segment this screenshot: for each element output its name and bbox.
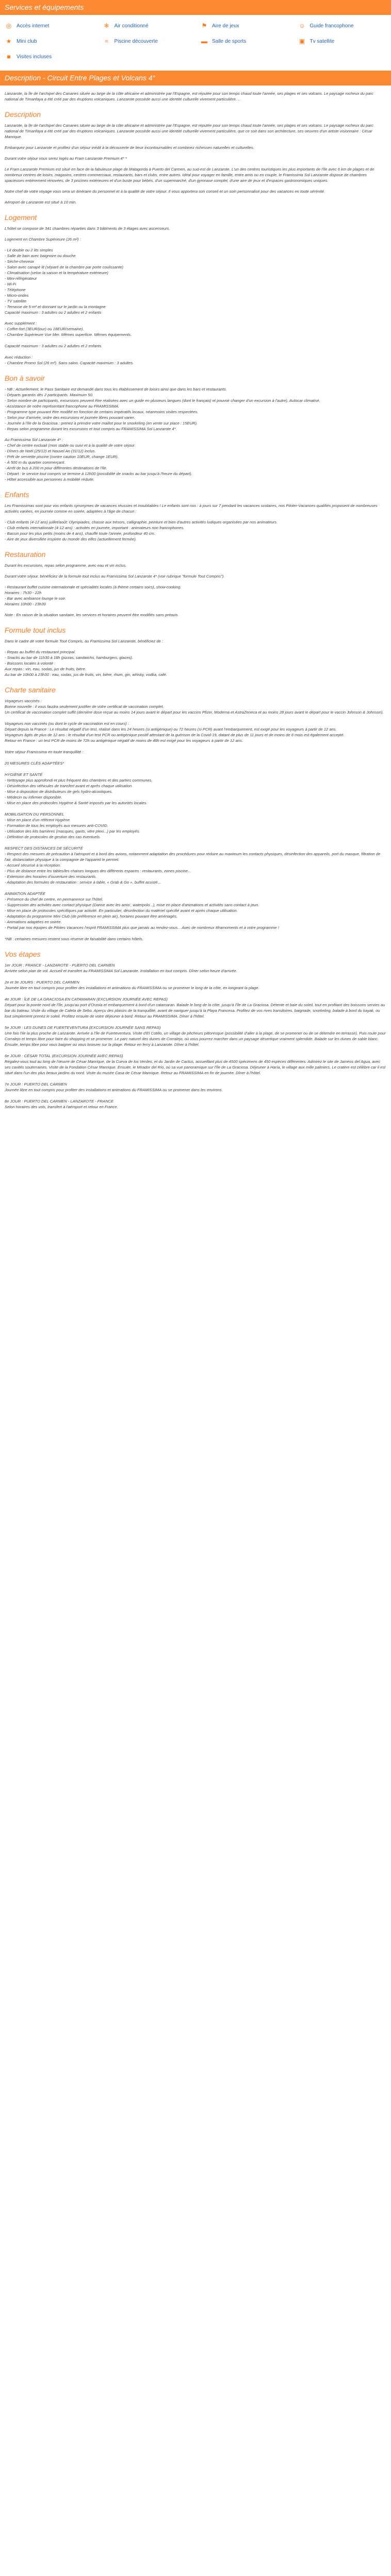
wifi-icon: ◎: [6, 22, 12, 29]
text-line: - Arrêt de bus à 200 m pour différentes destinations de l'île.: [5, 466, 107, 470]
text-line: - Respect des mesures de précaution à l'aéroport et à bord des avions, notamment adaptation des procédures pour réduire au maximum les contacts physiques, désinfection des appareils, port du masque, filtration de l'air, distanciation physique à la compagnie de l'appareil le permet.: [5, 852, 381, 862]
text-line: - Bar avec ambiance lounge le soir.: [5, 596, 66, 601]
text-line: - À 500 m du quartier commerçant.: [5, 460, 66, 465]
sections-container: [5, 110, 386, 1110]
text-line: [5, 1093, 386, 1098]
text-line: - Programme type pouvant être modifié en fonction de certains impératifs locaux, néanmoins visites respectées.: [5, 410, 199, 414]
text-line: - Assistance de notre représentant francophone au FRAMISSIMA.: [5, 404, 120, 409]
section-heading: Logement: [5, 213, 37, 222]
section-lines: [5, 649, 386, 677]
section-heading: Vos étapes: [5, 950, 41, 958]
text-line: Avec réduction :: [5, 355, 33, 360]
text-line: [5, 1076, 386, 1081]
text-line: - Adaptation des formules de restauration : service à table, « Grab & Go », buffet assisté...: [5, 880, 161, 885]
text-line: Départ depuis la France : Le résultat négatif d'un test, réalisé dans les 24 heures (si antigénique) ou 72 heures (si PCR) avant l'embarquement, est exigé pour les voyageurs à partir de 12 ans.: [5, 727, 337, 732]
services-title: Services et équipements: [5, 3, 84, 11]
text-line: MOBILISATION DU PERSONNEL: [5, 812, 64, 817]
section-heading: Formule tout inclus: [5, 626, 66, 634]
text-line: 8e JOUR : PUERTO DEL CARMEN - LANZAROTE - FRANCE: [5, 1099, 113, 1104]
text-line: Voyageurs âgés de plus de 12 ans : le résultat d'un test PCR ou antigénique positif attestant de la guérison de la Covid-19, datant de plus de 11 jours et de moins de 6 mois est également accepté.: [5, 733, 345, 737]
text-line: - Club enfants (4-12 ans) juillet/août: Olympiades, chasse aux trésors, calligraphie, peinture et bien d'autres activités ludiques organisées par nos animateurs.: [5, 520, 278, 524]
text-line: 1er JOUR : FRANCE - LANZAROTE - PUERTO DEL CARMEN: [5, 963, 115, 968]
text-line: - Mise en place des protocoles Hygiène & Santé imposés par les autorités locales.: [5, 801, 148, 805]
text-line: [5, 337, 386, 343]
description-title: Description - Circuit Entre Plages et Volcans 4°: [5, 74, 156, 82]
text-line: ANIMATION ADAPTÉE: [5, 891, 45, 896]
section-paragraph: Durant votre séjour, bénéficiez de la formule tout inclus au Framissima Sol Lanzarote 4* (voir rubrique "formule Tout Compris").: [5, 574, 225, 579]
text-line: - Présence du chef de centre, en permanence sur l'hôtel.: [5, 897, 103, 902]
section-paragraph: Notre chef de votre voyage vous sera un itinéraire du personnel et à la qualité de votre séjour. Il vous apportera son conseil et un soin personnalisé pour des vacances en toute sérénité.: [5, 189, 325, 194]
section-lines: [5, 584, 386, 607]
amenity-label: Guide francophone: [309, 23, 354, 29]
text-line: - Salon avec canapé lit (séparé de la chambre par porte coulissante): [5, 265, 124, 269]
text-line: - Départs garantis dès 2 participants. Maximum 50.: [5, 393, 93, 397]
text-line: Capacité maximum : 3 adultes ou 2 adultes et 2 enfants: [5, 310, 102, 315]
pool-icon: ≈: [105, 38, 108, 45]
amenities-grid: [0, 15, 391, 63]
text-line: - TV satellite: [5, 299, 27, 303]
text-line: - Formation de tous les employés aux mesures anti-COVID.: [5, 823, 108, 828]
text-line: - Aire de jeux diversifiée inspirée du monde des elfes (actuellement fermée).: [5, 537, 137, 541]
section-lines: [5, 386, 386, 432]
section-after: [5, 612, 386, 618]
text-line: - Mise en place de protocoles spécifiques par activité. En particulier, désinfection du matériel spécifié avant et après chaque utilisation.: [5, 908, 238, 913]
text-line: [5, 755, 386, 760]
text-line: - Définition de protocoles de gestion des cas éventuels.: [5, 835, 101, 839]
amenity-item: [98, 35, 196, 48]
section-heading: Charte sanitaire: [5, 686, 56, 694]
text-line: - Suppression des activités avec contact physique (Danse avec les amis', waterpolo...), mise en place d'animations et activités sans contact à jeun.: [5, 903, 259, 907]
text-line: [5, 930, 386, 936]
text-line: - NB : Actuellement, le Pass Sanitaire est demandé dans tous les établissement de loisirs ainsi que dans les bars et restaurants.: [5, 387, 227, 392]
text-line: Départ pour la pointe nord de l'île, jusqu'au port d'Orzola et embarquement à bord d'un catamaran. Balade le long de la côte, jusqu'à l'île de La Graciosa. Détente et baie du soleil, tout en profitant des boissons servies au bar du bateau. Visite du village de Caleta de Sebo. Aperçu des plaisirs de la tranquillité, avant de naviguer jusqu'à la Playa Francesa. Profitez de vos rives transitoires, baignade, snorkeling, balade à bord du kayak, ou tout simplement prenez le soleil. Profitez ensuite de votre déjeuner à bord. Retour au FRAMISSIMA. Dîner à l'hôtel.: [5, 1003, 385, 1019]
amenity-item: [98, 19, 196, 32]
amenity-label: Air conditionné: [114, 23, 149, 29]
services-header: [0, 0, 391, 15]
amenity-label: Tv satellite: [309, 38, 335, 44]
text-line: - Journée à l'île de la Graciosa : prenez à prendre votre maillot pour le snorkeling (en vente sur place : 15EUR).: [5, 421, 198, 426]
intro-paragraph: Lanzarote, la île de l'archipel des Canaries située au large de la côte africaine et administrée par l'Espagne, est réputée pour son temps chaud toute l'année, ses plages et ses volcans. Le paysage rocheux du parc national de Timanfaya a été créé par des éruptions volcaniques. Lanzarote possède aussi une identité culturelle vivement particulière. ...: [5, 91, 373, 101]
section-paragraph: Durant votre séjour vous serez logés au Fram Lanzarote Premium 4* *: [5, 156, 127, 161]
text-line: Voyageurs non vaccinés (ou dont le cycle de vaccination est en cours) :: [5, 721, 129, 726]
section-paragraph: Lanzarote, la île de l'archipel des Canaries située au large de la côte africaine et administrée par l'Espagne, est réputée pour son temps chaud toute l'année, ses plages et ses volcans. Le paysage rocheux du parc national de Timanfaya a été créé par des éruptions volcaniques. Lanzarote possède aussi une identité culturelle vivement particulière, que ce soit dans son architecture, ses oeuvres d'un artiste visionnaire : César Manrique.: [5, 123, 373, 139]
section-paragraph: Logement en Chambre Supérieure (26 m²) :: [5, 237, 81, 242]
guide-icon: ☺: [299, 22, 305, 29]
amenity-label: Piscine découverte: [114, 38, 158, 44]
text-line: 6e JOUR : CÉSAR TOTAL (EXCURSION JOURNÉE AVEC REPAS): [5, 1054, 123, 1058]
amenity-item: [0, 19, 98, 32]
text-line: - Départ : le service tout compris se termine à 12h00 (possibilité de snacks au bar jusqu'à l'heure du départ).: [5, 471, 192, 476]
text-line: - Wi-Fi: [5, 282, 17, 286]
text-line: - Restaurant buffet cuisine internationale et spécialités locales (à thème certains soirs), show-cooking.: [5, 585, 182, 589]
text-line: HYGIÈNE ET SANTÉ: [5, 772, 43, 777]
tv-icon: ▣: [299, 38, 305, 45]
text-line: 5e JOUR : LES DUNES DE FUERTEVENTURA (EXCURSION JOURNÉE SANS REPAS): [5, 1025, 161, 1030]
text-line: - Coffre-fort (3EUR/jour) ou 18EUR/semaine).: [5, 327, 84, 331]
description-content: [0, 86, 391, 1110]
text-line: [5, 766, 386, 772]
section-heading: Description: [5, 110, 41, 118]
text-line: - Médecin ou infirmier disponible.: [5, 795, 62, 800]
section-lines: [5, 698, 386, 942]
text-line: [5, 1047, 386, 1053]
text-line: [5, 974, 386, 979]
text-line: - Désinfection des véhicules de transfert avant et après chaque utilisation.: [5, 784, 133, 788]
dumbbell-icon: ▬: [201, 38, 207, 45]
text-line: - Mini-réfrigérateur: [5, 276, 37, 281]
text-line: Une fois l'ile la plus proche de Lanzarote. Arrivée à l'île de Fuerteventura. Visite d'El Cotillo, un village de pêcheurs pittoresque (possibilité d'aller à la plage, de se promener ou de se détendre en terrasse). Puis route pour Corralejo et temps libre pour faire du shopping et se promener. Le parc naturel des dunes de Corralejo, où vous pourrez marcher dans un paysage désertique vraiment splendide. Balade sur les dunes de sable blanc. Ensuite, temps libre pour vous baigner ou vous bronzer sur la plage. Retour en ferry à Lanzarote. Dîner à l'hôtel.: [5, 1031, 386, 1047]
text-line: Aux repas : vin, eau, sodas, jus de fruits, bière.: [5, 667, 86, 671]
text-line: 2e et 3e JOURS : PUERTO DEL CARMEN: [5, 980, 79, 985]
text-line: - Portail par nos équipes de Pilotes Vacances l'esprit FRAMISSIMA plus que jamais au rendez-vous... Avec de nombreux #framoments et à votre programme !: [5, 925, 279, 930]
text-line: - Chambre Supérieure Vue Mer. Mêmes superficie. Mêmes équipements.: [5, 332, 132, 337]
text-line: Journée libre en tout compris pour profiter des installations et animations du FRAMISSIMA ou se promener dans les environs.: [5, 1088, 223, 1092]
section-paragraph: Les Framissimas sont pour vos enfants synonymes de vacances réussies et inoubliables ! Le enfants sont rois : à jours sur 7 pendant les vacances scolaires, nos Piloter-Vacances qualifiés proposent de nombreuses activités variées, en journée comme en soirée, adaptées à l'âge de chacun :: [5, 503, 378, 514]
text-line: [5, 885, 386, 891]
section-lines: [5, 962, 386, 1110]
text-line: [5, 349, 386, 354]
text-line: - Snacks au bar de 11h30 à 18h (pizzas, sandwichs, hamburgers, glaces).: [5, 655, 133, 660]
amenity-item: [196, 19, 294, 32]
amenity-label: Salle de sports: [212, 38, 247, 44]
amenity-label: Aire de jeux: [212, 23, 239, 29]
text-line: 4e JOUR : ÎLE DE LA GRACIOSA EN CATAMARAN (EXCURSION JOURNÉE AVEC REPAS): [5, 997, 168, 1002]
text-line: - Club enfants internationale (4-12 ans) : activités en journée, important : animateurs non francophones.: [5, 526, 185, 530]
text-line: - Terrasse de 5 m² et donnant sur le jardin ou la montagne: [5, 304, 106, 309]
section-paragraph: Durant les excursions, repas selon programme, avec eau et vin inclus.: [5, 563, 127, 568]
text-line: - Prêt de serviette piscine (contre caution 10EUR, change 1EUR).: [5, 454, 119, 459]
amenity-label: Accès internet: [17, 23, 50, 29]
text-line: Retour en France : un test PCR de moins de 72h ou antigénique négatif de moins de 48h est exigé pour les voyageurs à partir de 12 ans.: [5, 738, 243, 743]
text-line: Arrivée selon plan de vol. Accueil et transfert au FRAMISSIMA Sol Lanzarote. Installation en tout compris. Dîner selon heure d'arrivée.: [5, 969, 237, 973]
amenity-item: [196, 35, 294, 48]
text-line: - Selon nombre de participants, excursions peuvent être réalisées avec un guide en plusieurs langues (dont le français) et pouvoir changer d'un excursion à l'autre). Autocar climatisé.: [5, 398, 320, 403]
text-line: Capacité maximum : 3 adultes ou 2 adultes et 2 enfants: [5, 344, 102, 348]
section-paragraph: Le Fram Lanzarote Premium est situé en face de la fabuleuse plage de Matagorda à Puerto del Carmen, au sud-est de Lanzarote. L'un des centres touristiques les plus importants de l'île avec 6 km de plages et de nombreux centres de loisirs, magasins, centres commerciaux, restaurants, bars et clubs, entre autres. Idéal pour voyager en famille, entre amis ou en couple, le Framissima Sol Lanzarote dispose de chambres spacieuses entièrement rénovées, de 3 piscines extérieures et d'un buste pour bébés, d'un supermarché, d'un gymnase complet, d'une aire de jeux et d'espaces gastronomiques uniques.: [5, 167, 374, 183]
text-line: - Mise à disposition de distributeurs de gels hydro-alcooliques.: [5, 789, 113, 794]
text-line: - Chambre Promo Sol (26 m²). Sans salon. Capacité maximum : 3 adultes.: [5, 361, 134, 365]
text-line: Votre séjour Framissima en toute tranquillité :: [5, 750, 84, 754]
section-heading: Bon à savoir: [5, 374, 45, 382]
text-line: - Extension des horaires d'ouverture des restaurants.: [5, 874, 97, 879]
text-line: - Bassin pour les plus petits (moins de 4 ans), chauffé toute l'année, profondeur 40 cm.: [5, 531, 155, 536]
text-line: - Nettoyage plus approfondi et plus fréquent des chambres et des parties communes.: [5, 778, 153, 783]
text-line: *NB : certaines mesures restent sous réserve de faisabilité dans certains hôtels.: [5, 937, 143, 941]
text-line: - Mise en place d'un référent Hygiène.: [5, 818, 71, 822]
text-line: - Selon jour d'arrivée, ordre des excursions et journée libres pouvant varier.: [5, 415, 135, 420]
text-line: Régalez-vous tout au long de l'œuvre de César Manrique, de la Cueva de los Verdes, et du Jardin de Cactus, accueillant plus de 4500 spécimens de 450 espèces différentes. Admirez le site de Jameos del Agua, avec ses cavités souterraines. Visite de la Fondation César Manrique. Ensuite, le Mirador del Río, où sa vue panoramique sur l'île de La Graciosa. Déjeuner à Haría, le village aux mille palmiers. Le cratère est célèbre car il est situé dans l'un des plus beaux jardins du nord. Visite du musée Casa de César Manrique. Retour au FRAMISSIMA en fin de journée. Dîner à l'hôtel.: [5, 1059, 386, 1075]
text-line: Horaires : 7h30 - 22h: [5, 590, 42, 595]
text-line: Un certificat de vaccination complet suffit (dernière dose reçue au moins 14 jours avant le départ pour les vaccins Pfizer, Moderna et AstraZeneca et au moins 28 jours avant le départ pour le vaccin Johnson & Johnson).: [5, 710, 384, 715]
amenity-item: [0, 35, 98, 48]
kids-icon: ★: [6, 38, 12, 45]
text-line: - Téléphone: [5, 287, 26, 292]
section-paragraph: L'hôtel se compose de 341 chambres réparties dans 3 bâtiments de 3 étages avec ascenseurs.: [5, 226, 170, 231]
text-line: - Adaptation du programme Mini Club (de préférence en plein air), horaires pouvant être aménagés.: [5, 914, 177, 919]
text-line: Bonne nouvelle : il vous faudra seulement justifier de votre certificat de vaccination complet.: [5, 704, 164, 709]
text-line: Voyageurs vaccinés :: [5, 699, 42, 703]
text-line: - Boissons locales à volonté :: [5, 661, 56, 666]
text-line: Selon horaires des vols, transfert à l'aéroport et retour en France.: [5, 1105, 118, 1109]
text-line: Note : En raison de la situation sanitaire, les services et horaires peuvent être modifiés sans préavis.: [5, 613, 179, 617]
section-after: [5, 437, 386, 482]
text-line: Horaires 10h00 - 23h30: [5, 602, 46, 606]
text-line: [5, 743, 386, 749]
amenity-item: [0, 50, 98, 63]
text-line: - Hôtel accessible aux personnes à mobilité réduite.: [5, 477, 94, 482]
text-line: 20 MESURES CLÉS ADAPTÉES*: [5, 761, 64, 766]
text-line: - Chef de centre excluait (mon stable ou suivi et à la qualité de votre séjour.: [5, 443, 136, 448]
section-paragraph: Aéroport de Lanzarote est situé à 10 min.: [5, 200, 77, 205]
text-line: - Dîners de Noël (25/12) et Nouvel An (31/12) inclus.: [5, 449, 96, 453]
section-paragraph: Embarquez pour Lanzarote et profitez d'un séjour inédit à la découverte de lieux incontournables et combinez richesses naturelles et culturelles.: [5, 145, 254, 150]
text-line: - Lit double ou 2 lits simples: [5, 248, 53, 252]
bus-icon: ■: [7, 53, 11, 60]
section-paragraph: Dans le cadre de votre formule Tout Compris, au Framissima Sol Lanzarote, bénéficiez de :: [5, 639, 163, 643]
section-lines: [5, 247, 386, 315]
text-line: [5, 991, 386, 996]
text-line: Journée libre en tout compris pour profiter des installations et animations du FRAMISSIMA ou se promener le long de la côte, en longeant la plage.: [5, 986, 259, 990]
amenity-label: Visites incluses: [17, 54, 52, 60]
description-header: [0, 71, 391, 86]
section-heading: Restauration: [5, 550, 46, 558]
text-line: - Salle de bain avec baignoire ou douche: [5, 253, 76, 258]
text-line: - Animations adaptées en soirée.: [5, 920, 62, 924]
text-line: - Accueil sécurisé à la réception.: [5, 863, 61, 868]
amenity-item: [294, 19, 391, 32]
text-line: - Sèche-cheveux: [5, 259, 34, 264]
text-line: Au Framissima Sol Lanzarote 4* :: [5, 437, 63, 442]
playground-icon: ⚑: [201, 22, 207, 29]
text-line: Avec supplément :: [5, 321, 37, 326]
text-line: - Utilisation des kits barrières (masques, gants, vitre plexi...) par les employés.: [5, 829, 140, 834]
text-line: - Micro-ondes: [5, 293, 29, 298]
text-line: 7e JOUR : PUERTO DEL CARMEN: [5, 1082, 67, 1087]
section-heading: Enfants: [5, 490, 29, 499]
text-line: RESPECT DES DISTANCES DE SÉCURITÉ: [5, 846, 83, 851]
text-line: [5, 806, 386, 811]
amenity-item: [294, 35, 391, 48]
page: [0, 0, 391, 1110]
text-line: - Repas au buffet du restaurant principal.: [5, 650, 76, 654]
text-line: - Climatisation (selon la saison et la température extérieure): [5, 270, 108, 275]
text-line: [5, 1019, 386, 1025]
text-line: - Repas selon programme durant les excursions et tout compris au FRAMISSIMA Sol Lanzarote 4*.: [5, 427, 177, 431]
text-line: Au bar de 10h00 à 23h30 : eau, sodas, jus de fruits, vin, bière, rhum, gin, whisky, vodka, café.: [5, 672, 167, 677]
text-line: - Plus de distance entre les tables/les chaises longues des différents espaces : restaurants, zones piscine...: [5, 869, 191, 873]
snowflake-icon: ❄: [104, 22, 109, 29]
section-after: [5, 320, 386, 366]
amenity-label: Mini club: [17, 38, 37, 44]
section-lines: [5, 519, 386, 542]
text-line: [5, 840, 386, 845]
text-line: [5, 715, 386, 721]
